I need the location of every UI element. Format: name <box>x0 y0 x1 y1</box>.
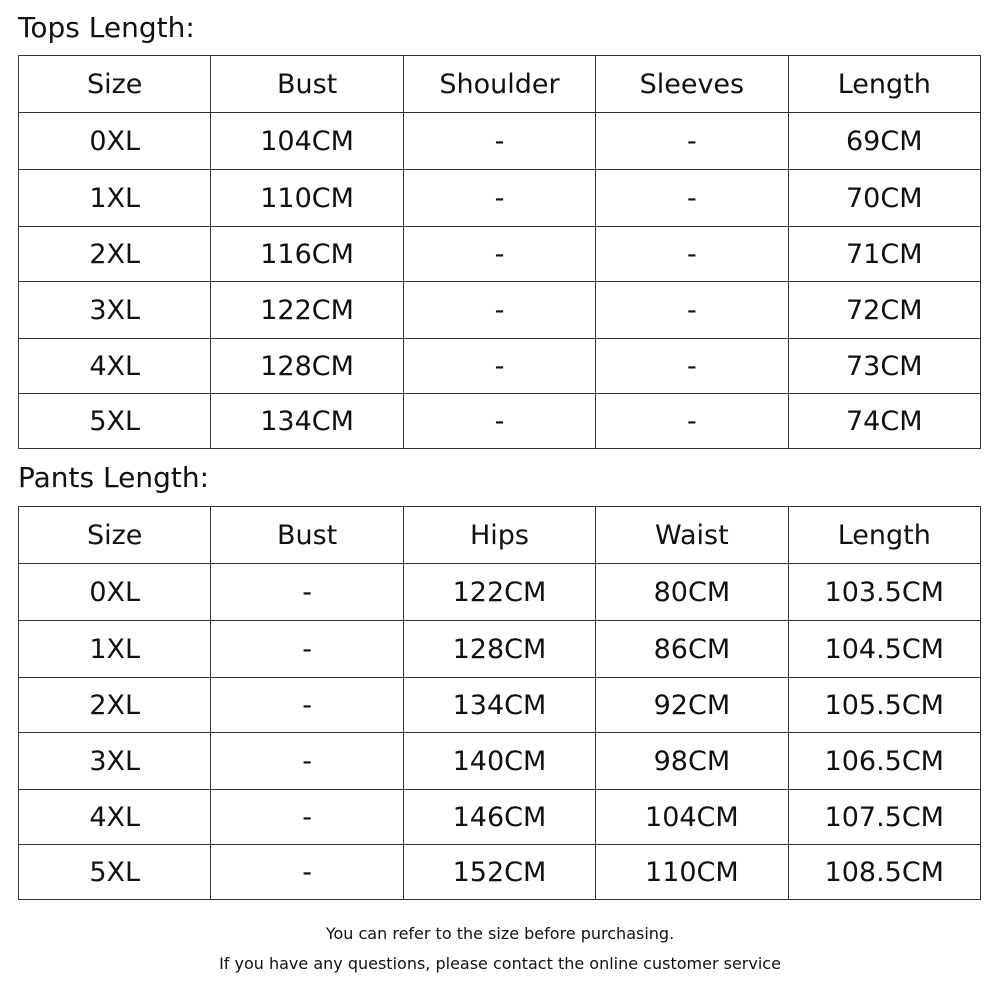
table-cell: 72CM <box>788 282 980 339</box>
table-cell: 73CM <box>788 339 980 394</box>
table-cell: 110CM <box>211 170 403 227</box>
table-row <box>19 845 981 900</box>
table-cell: - <box>596 394 788 449</box>
table-row <box>19 790 981 845</box>
table-cell: - <box>211 678 403 733</box>
table-cell: 1XL <box>19 621 211 678</box>
table-cell: 2XL <box>19 678 211 733</box>
table-cell: 69CM <box>788 113 980 170</box>
table-cell: 5XL <box>19 845 211 900</box>
table-cell: - <box>596 113 788 170</box>
table-cell: 0XL <box>19 564 211 621</box>
table-cell: 104.5CM <box>788 621 980 678</box>
table-cell: 110CM <box>596 845 788 900</box>
table-header-row <box>19 56 981 113</box>
column-header: Size <box>19 507 211 564</box>
table-cell: 116CM <box>211 227 403 282</box>
table-cell: 104CM <box>211 113 403 170</box>
table-cell: - <box>596 282 788 339</box>
size-reference-note: You can refer to the size before purchasing. <box>325 924 675 943</box>
table-cell: 98CM <box>596 733 788 790</box>
table-cell: 128CM <box>211 339 403 394</box>
column-header: Sleeves <box>596 56 788 113</box>
table-row <box>19 170 981 227</box>
column-header: Waist <box>596 507 788 564</box>
table-row <box>19 621 981 678</box>
tops-size-table <box>18 55 981 449</box>
table-cell: 108.5CM <box>788 845 980 900</box>
table-cell: 0XL <box>19 113 211 170</box>
table-cell: 92CM <box>596 678 788 733</box>
pants-size-table <box>18 506 981 900</box>
table-header-row <box>19 507 981 564</box>
table-cell: 140CM <box>403 733 595 790</box>
table-cell: 106.5CM <box>788 733 980 790</box>
table-cell: 122CM <box>211 282 403 339</box>
table-cell: 74CM <box>788 394 980 449</box>
table-cell: 80CM <box>596 564 788 621</box>
table-cell: 3XL <box>19 282 211 339</box>
table-row <box>19 282 981 339</box>
table-cell: 70CM <box>788 170 980 227</box>
table-cell: 4XL <box>19 790 211 845</box>
column-header: Length <box>788 507 980 564</box>
table-cell: - <box>403 394 595 449</box>
table-cell: - <box>596 170 788 227</box>
table-cell: - <box>211 845 403 900</box>
table-row <box>19 394 981 449</box>
table-cell: - <box>403 282 595 339</box>
table-cell: - <box>211 621 403 678</box>
table-cell: 3XL <box>19 733 211 790</box>
table-row <box>19 339 981 394</box>
table-cell: 1XL <box>19 170 211 227</box>
table-cell: - <box>403 170 595 227</box>
table-cell: 134CM <box>211 394 403 449</box>
table-cell: - <box>403 113 595 170</box>
table-cell: - <box>403 227 595 282</box>
pants-length-title: Pants Length: <box>18 461 210 494</box>
column-header: Size <box>19 56 211 113</box>
table-cell: 107.5CM <box>788 790 980 845</box>
table-row <box>19 733 981 790</box>
table-cell: 5XL <box>19 394 211 449</box>
table-cell: - <box>596 227 788 282</box>
table-cell: 71CM <box>788 227 980 282</box>
table-cell: 86CM <box>596 621 788 678</box>
column-header: Bust <box>211 507 403 564</box>
column-header: Hips <box>403 507 595 564</box>
column-header: Length <box>788 56 980 113</box>
table-cell: - <box>596 339 788 394</box>
table-cell: 134CM <box>403 678 595 733</box>
column-header: Shoulder <box>403 56 595 113</box>
table-row <box>19 678 981 733</box>
table-cell: 128CM <box>403 621 595 678</box>
table-cell: 152CM <box>403 845 595 900</box>
table-row <box>19 564 981 621</box>
table-cell: - <box>211 564 403 621</box>
table-cell: 104CM <box>596 790 788 845</box>
customer-service-note: If you have any questions, please contact the online customer service <box>219 954 781 973</box>
table-cell: 4XL <box>19 339 211 394</box>
tops-length-title: Tops Length: <box>18 11 195 44</box>
table-cell: 122CM <box>403 564 595 621</box>
table-cell: 2XL <box>19 227 211 282</box>
table-cell: 103.5CM <box>788 564 980 621</box>
table-cell: - <box>211 733 403 790</box>
table-cell: 146CM <box>403 790 595 845</box>
column-header: Bust <box>211 56 403 113</box>
table-row <box>19 227 981 282</box>
table-cell: - <box>211 790 403 845</box>
table-row <box>19 113 981 170</box>
table-cell: - <box>403 339 595 394</box>
table-cell: 105.5CM <box>788 678 980 733</box>
